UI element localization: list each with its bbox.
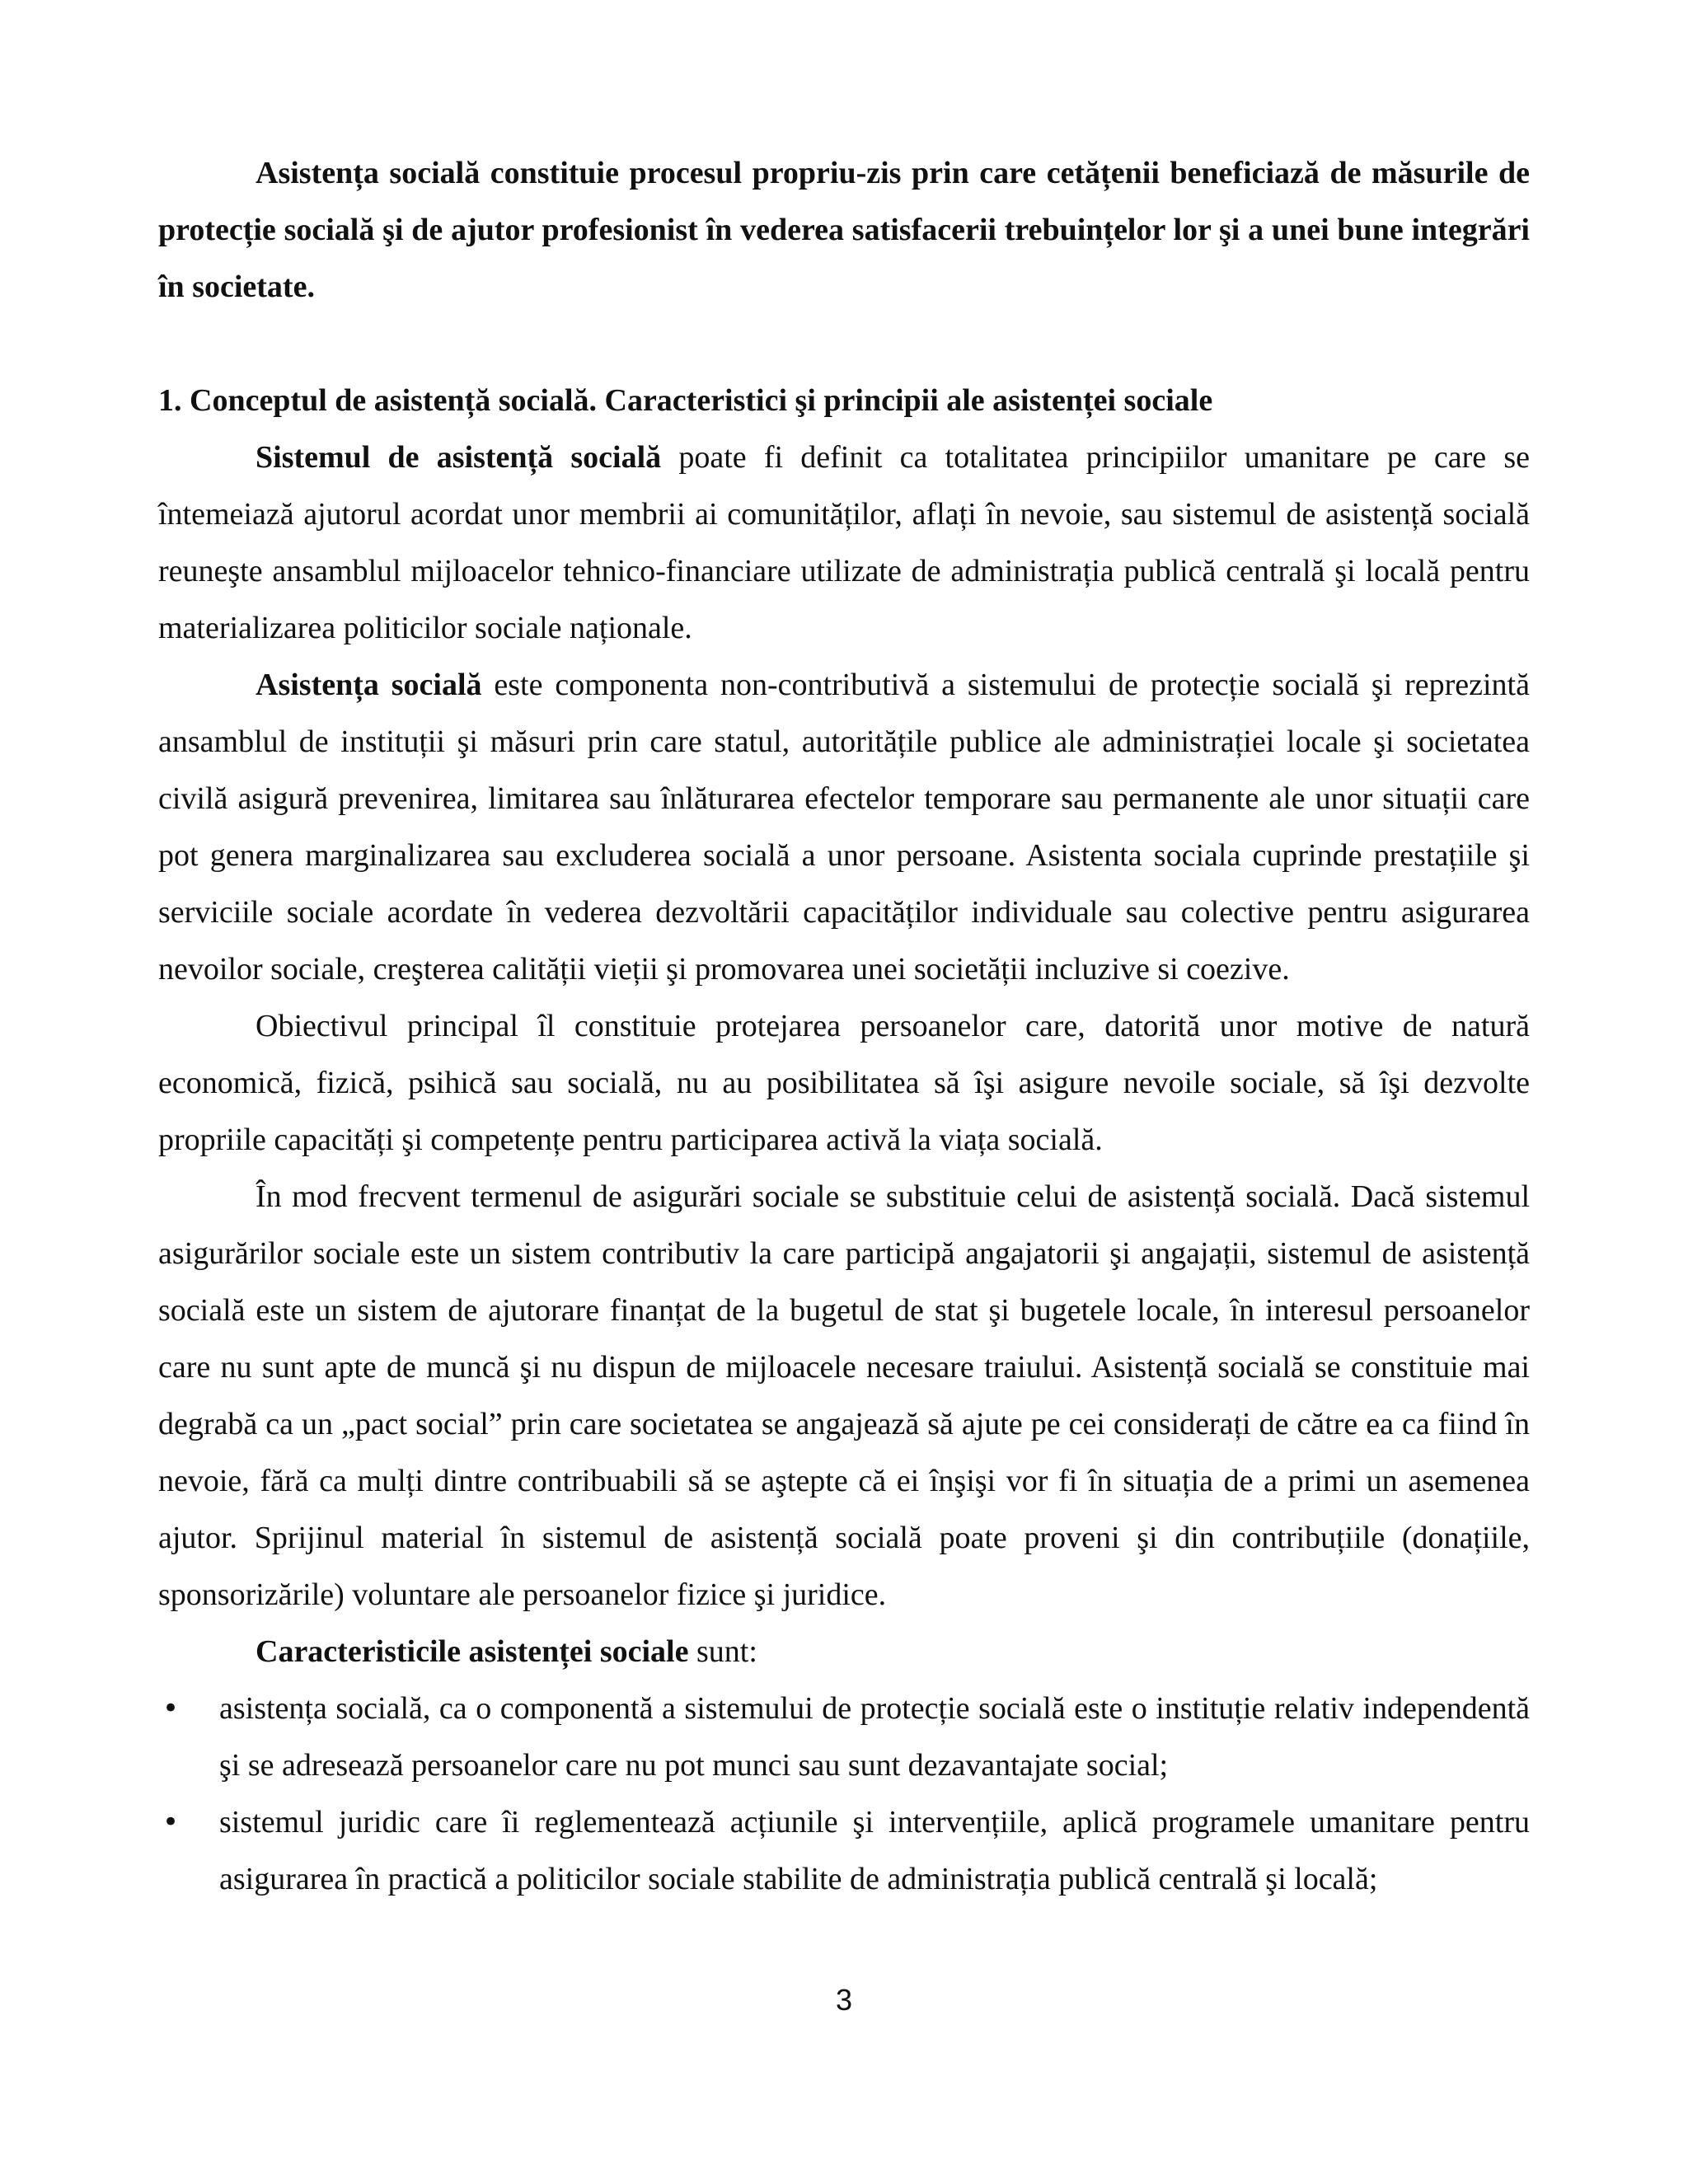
bullet-icon: • [162, 1806, 180, 1839]
intro-paragraph: Asistența socială constituie procesul propriu-zis prin care cetățenii beneficiază de măsurile de protecție socială şi de ajutor profesionist în vederea satisfacerii trebuințelor lor şi a unei bune integrări în societate. [158, 156, 1530, 304]
paragraph-asistenta-text: este componenta non-contributivă a sistemului de protecție socială şi reprezintă ansamblul de instituții şi măsuri prin care statul, autoritățile publice ale administrației locale şi societatea civilă asigură prevenirea, limitarea sau înlăturarea efectelor temporare sau permanente ale unor situații care pot genera marginalizarea sau excluderea socială a unor persoane. Asistenta sociala cuprinde prestațiile şi serviciile sociale acordate în vederea dezvoltării capacităților individuale sau colective pentru asigurarea nevoilor sociale, creşterea calității vieții şi promovarea unei societății incluzive si coezive. [158, 668, 1530, 987]
list-item-text: asistența socială, ca o componentă a sistemului de protecție socială este o instituție relativ independentă şi se adresează persoanelor care nu pot munci sau sunt dezavantajate social; [219, 1691, 1530, 1783]
paragraph-sistem-text: poate fi definit ca totalitatea principiilor umanitare pe care se întemeiază ajutorul acordat unor membrii ai comunităților, aflați în nevoie, sau sistemul de asistență socială reuneşte ansamblul mijloacelor tehnico-financiare utilizate de administrația publică centrală şi locală pentru materializarea politicilor sociale naționale. [158, 440, 1531, 645]
list-item-text: sistemul juridic care îi reglementează acțiunile şi intervențiile, aplică programele umanitare pentru asigurarea în practică a politicilor sociale stabilite de administrația publică centrală şi locală; [219, 1805, 1530, 1896]
list-item [158, 1680, 1530, 1794]
term-sistem: Sistemul de asistență socială [256, 440, 662, 475]
paragraph-caracteristici [158, 1624, 1530, 1680]
bullet-icon: • [162, 1692, 180, 1725]
term-caracteristici: Caracteristicile asistenței sociale [256, 1634, 689, 1669]
section-heading: 1. Conceptul de asistență socială. Caracteristici şi principii ale asistenței sociale [158, 383, 1213, 418]
paragraph-sistem [158, 429, 1530, 657]
paragraph-asigurari: În mod frecvent termenul de asigurări sociale se substituie celui de asistență socială. Dacă sistemul asigurărilor sociale este un sistem contributiv la care participă angajatorii şi angajații, sistemul de asistență socială este un sistem de ajutorare finanțat de la bugetul de stat şi bugetele locale, în interesul persoanelor care nu sunt apte de muncă şi nu dispun de mijloacele necesare traiului. Asistență socială se constituie mai degrabă ca un „pact social” prin care societatea se angajează să ajute pe cei considerați de către ea ca fiind în nevoie, fără ca mulți dintre contribuabili să se aştepte că ei înşişi vor fi în situația de a primi un asemenea ajutor. Sprijinul material în sistemul de asistență socială poate proveni şi din contribuțiile (donațiile, sponsorizările) voluntare ale persoanelor fizice şi juridice. [158, 1179, 1530, 1612]
paragraph-asistenta [158, 657, 1530, 998]
paragraph-caracteristici-text: sunt: [688, 1634, 757, 1669]
document-page [158, 145, 1530, 1908]
page-number: 3 [835, 1983, 853, 2017]
term-asistenta: Asistența socială [256, 668, 482, 702]
list-item [158, 1794, 1530, 1908]
characteristics-list [158, 1680, 1530, 1908]
paragraph-obiectiv: Obiectivul principal îl constituie protejarea persoanelor care, datorită unor motive de natură economică, fizică, psihică sau socială, nu au posibilitatea să îşi asigure nevoile sociale, să îşi dezvolte propriile capacități şi competențe pentru participarea activă la viața socială. [158, 1009, 1530, 1157]
